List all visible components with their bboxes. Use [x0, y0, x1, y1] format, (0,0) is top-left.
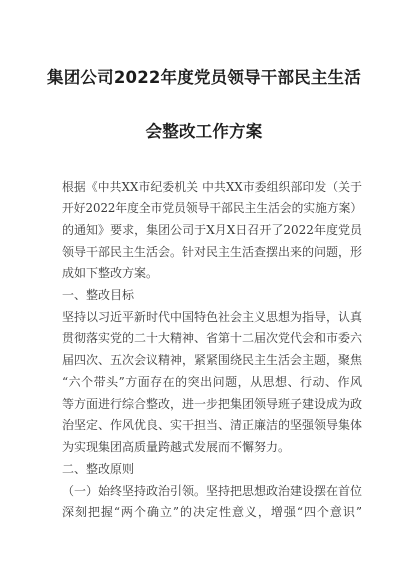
paragraph-line: 的通知》要求，集团公司于X月X日召开了2022年度党员 — [62, 223, 362, 237]
paragraph-line: 深刻把握“两个确立”的决定性意义，增强“四个意识” — [62, 505, 362, 519]
paragraph-line: 等方面进行综合整改，进一步把集团领导班子建设成为政 — [62, 397, 363, 411]
paragraph-line: 贯彻落实党的二十大精神、省第十二届次党代会和市委六 — [62, 331, 363, 345]
paragraph-line: 领导干部民主生活会。针对民主生活查摆出来的问题，形 — [62, 245, 363, 259]
paragraph-line: 届四次、五次会议精神，紧紧围绕民主生活会主题，聚焦 — [62, 353, 363, 367]
paragraph-line: “六个带头”方面存在的突出问题，从思想、行动、作风 — [62, 375, 362, 389]
section-heading: 一、整改目标 — [62, 288, 135, 302]
section-heading: 二、整改原则 — [62, 462, 135, 476]
paragraph-line: 根据《中共XX市纪委机关 中共XX市委组织部印发（关于 — [62, 180, 362, 194]
paragraph-line: 成如下整改方案。 — [62, 266, 159, 280]
document-title-line-2: 会整改工作方案 — [145, 122, 263, 141]
paragraph-line: 坚持以习近平新时代中国特色社会主义思想为指导，认真 — [62, 310, 363, 324]
paragraph-line: 为实现集团高质量跨越式发展而不懈努力。 — [62, 440, 291, 454]
paragraph-line: （一）始终坚持政治引领。坚持把思想政治建设摆在首位 — [62, 484, 363, 498]
paragraph-line: 治坚定、作风优良、实干担当、清正廉洁的坚强领导集体 — [62, 418, 363, 432]
paragraph-line: 开好2022年度全市党员领导干部民主生活会的实施方案） — [62, 201, 363, 215]
document-title-line-1: 集团公司2022年度党员领导干部民主生活 — [47, 68, 361, 87]
